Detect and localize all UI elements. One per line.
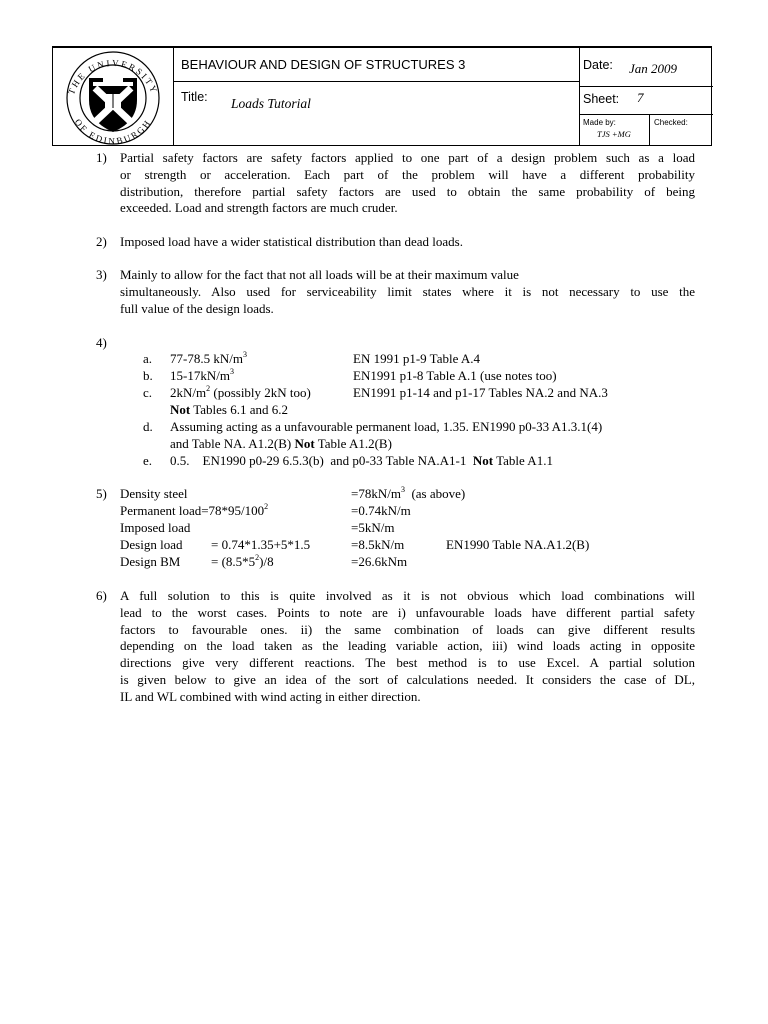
calc-expression: = 0.74*1.35+5*1.5 xyxy=(211,537,311,552)
answer-6-line: depending on the load taken as the leading variable action, iii) wind loads acting in opposite xyxy=(120,638,695,654)
superscript: 3 xyxy=(400,484,405,494)
not-emphasis: Not xyxy=(472,453,494,468)
calc-expression: = (8.5*5 xyxy=(211,554,256,569)
answer-number: 3) xyxy=(96,267,107,282)
superscript: 2 xyxy=(206,383,211,393)
item-text: Table A1.2(B) xyxy=(314,436,392,451)
calc-value: =5kN/m xyxy=(351,520,395,535)
item-text: 0.5. EN1990 p0-29 6.5.3(b) and p0-33 Table NA.A1-1 xyxy=(170,453,473,468)
answer-number: 1) xyxy=(96,150,107,165)
item-label: e. xyxy=(143,453,153,468)
answer-6-line: IL and WL combined with wind acting in either direction. xyxy=(120,688,421,704)
answer-6-line: A full solution to this is quite involved as it is not obvious which load combinations will xyxy=(120,588,695,603)
answer-number: 4) xyxy=(96,335,107,350)
not-emphasis: Not xyxy=(294,436,315,451)
made-by-label: Made by: xyxy=(583,118,616,127)
superscript: 2 xyxy=(255,552,260,562)
item-value: 15-17kN/m xyxy=(170,368,230,383)
calc-label: Density steel xyxy=(120,486,188,501)
answer-6-line: lead to the worst cases. Points to note are i) unfavourable loads have different partial safety xyxy=(120,604,695,620)
item-label: d. xyxy=(143,419,153,434)
checked-label: Checked: xyxy=(654,118,688,127)
list-item xyxy=(143,453,703,470)
list-item xyxy=(143,368,703,385)
item-exclusion: Tables 6.1 and 6.2 xyxy=(190,402,288,417)
list-item xyxy=(143,385,703,419)
svg-text:THE UNIVERSITY: THE UNIVERSITY xyxy=(66,57,160,96)
list-item xyxy=(143,419,703,453)
superscript: 2 xyxy=(264,501,269,511)
calc-value: =78kN/m xyxy=(351,486,401,501)
sheet-title: Loads Tutorial xyxy=(231,96,311,111)
item-value: 77-78.5 kN/m xyxy=(170,351,243,366)
made-by-value: TJS +MG xyxy=(597,129,631,139)
answer-number: 6) xyxy=(96,588,107,603)
sheet-header xyxy=(52,46,712,146)
date-label: Date: xyxy=(583,58,613,72)
calc-label: Design BM xyxy=(120,554,181,569)
answer-number: 2) xyxy=(96,234,107,249)
svg-text:OF EDINBURGH: OF EDINBURGH xyxy=(72,117,154,146)
item-value-note: (possibly 2kN too) xyxy=(210,385,311,400)
list-item xyxy=(143,351,703,368)
checked-cell xyxy=(649,114,714,146)
item-reference: EN1991 p1-14 and p1-17 Tables NA.2 and NA.3 xyxy=(353,385,608,400)
answer-6-line: directions give very different reactions. The best method is to use Excel. A partial solution xyxy=(120,655,695,671)
calc-label: Imposed load xyxy=(120,520,191,535)
superscript: 3 xyxy=(242,349,247,359)
date-value: Jan 2009 xyxy=(629,61,678,76)
calc-label: Permanent load=78*95/100 xyxy=(120,503,265,518)
item-label: a. xyxy=(143,351,153,366)
calc-label: Design load xyxy=(120,537,183,552)
answer-6-line: factors to favourable ones. ii) the same combination of loads can give different results xyxy=(120,621,695,637)
university-logo-cell xyxy=(53,48,174,146)
item-reference: EN 1991 p1-9 Table A.4 xyxy=(353,351,481,366)
header-middle xyxy=(173,48,580,146)
answer-1-line: or strength or acceleration. Each part of the problem will have a different probability xyxy=(120,166,695,182)
sheet-label: Sheet: xyxy=(583,92,620,106)
calc-value: =0.74kN/m xyxy=(351,503,411,518)
calc-value: =26.6kNm xyxy=(351,554,408,569)
item-text: Assuming acting as a unfavourable permanent load, 1.35. EN1990 p0-33 A1.3.1(4) xyxy=(170,419,603,434)
superscript: 3 xyxy=(229,366,234,376)
calc-expression: )/8 xyxy=(259,554,274,569)
answer-2-text: Imposed load have a wider statistical distribution than dead loads. xyxy=(120,234,463,249)
answer-1-line: exceeded. Load and strength factors are much cruder. xyxy=(120,200,398,216)
item-label: b. xyxy=(143,368,153,383)
item-text: and Table NA. A1.2(B) xyxy=(170,436,295,451)
item-reference: EN1991 p1-8 Table A.1 (use notes too) xyxy=(353,368,557,383)
answer-number: 5) xyxy=(96,486,107,501)
sheet-number: 7 xyxy=(637,90,644,105)
answer-3-line: full value of the design loads. xyxy=(120,300,274,316)
item-value: 2kN/m xyxy=(170,385,207,400)
not-emphasis: Not xyxy=(170,402,191,417)
calc-value: =8.5kN/m xyxy=(351,537,405,552)
title-label: Title: xyxy=(181,90,208,104)
answer-1-line: Partial safety factors are safety factors applied to one part of a design problem such as a load xyxy=(120,150,695,165)
header-right xyxy=(579,48,713,146)
calc-reference: EN1990 Table NA.A1.2(B) xyxy=(446,537,590,552)
university-crest-icon xyxy=(53,48,173,146)
answer-3-line: simultaneously. Also used for serviceability limit states where it is not necessary to use the xyxy=(120,283,695,299)
course-name: BEHAVIOUR AND DESIGN OF STRUCTURES 3 xyxy=(181,57,466,72)
item-text: Table A1.1 xyxy=(493,453,553,468)
item-label: c. xyxy=(143,385,153,400)
answer-1-line: distribution, therefore partial safety factors are used to obtain the same probability of being xyxy=(120,183,695,199)
answer-6-line: is given below to give an idea of the sort of calculations needed. It considers the case of DL, xyxy=(120,671,695,687)
answer-3-line: Mainly to allow for the fact that not all loads will be at their maximum value xyxy=(120,267,519,282)
calc-note: (as above) xyxy=(404,486,466,501)
